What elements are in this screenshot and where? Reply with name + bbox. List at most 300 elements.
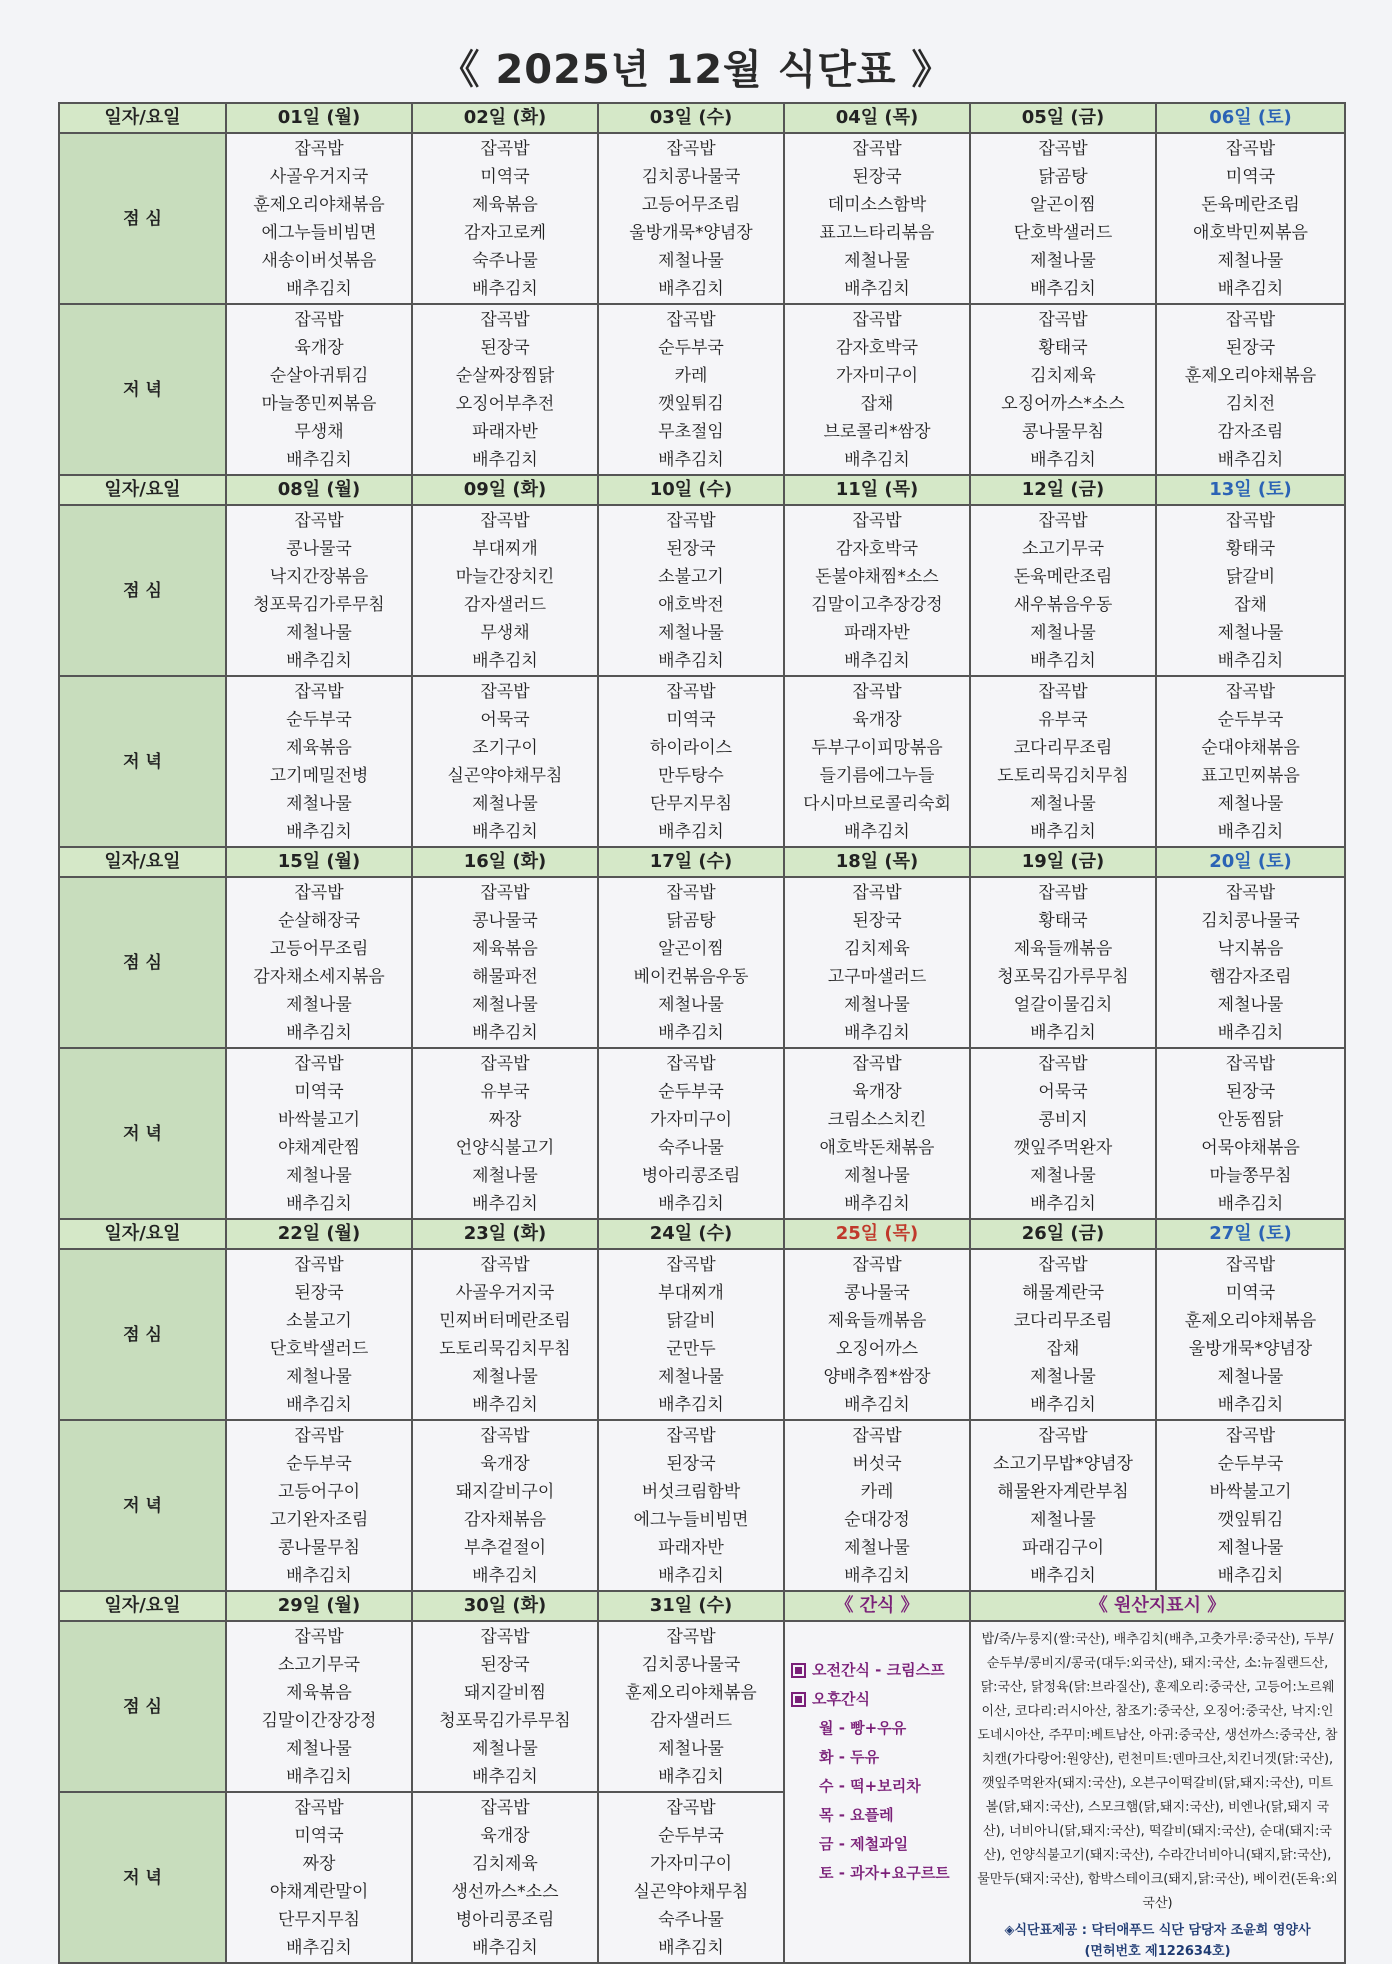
menu-item: 닭갈비	[1225, 567, 1276, 587]
menu-item: 다시마브로콜리숙회	[803, 794, 951, 814]
menu-item: 순대야채볶음	[1201, 738, 1300, 758]
menu-item: 배추김치	[658, 822, 724, 842]
menu-item: 김말이고추장강정	[811, 595, 943, 615]
menu-item: 배추김치	[658, 1938, 724, 1958]
menu-item: 배추김치	[658, 1194, 724, 1214]
day-header-label: 일자/요일	[59, 847, 226, 877]
menu-item: 잡곡밥	[666, 883, 716, 903]
menu-item: 도토리묵김치무침	[997, 766, 1129, 786]
snack-item: 토 - 과자+요구르트	[819, 1864, 950, 1882]
menu-item: 애호박민찌볶음	[1193, 223, 1308, 243]
menu-item: 잡곡밥	[294, 1054, 344, 1074]
dinner-menu-cell	[412, 1048, 598, 1219]
menu-item: 제철나물	[1030, 794, 1096, 814]
day-header: 27일 (토)	[1156, 1219, 1345, 1249]
snack-item: 수 - 떡+보리차	[819, 1777, 921, 1795]
menu-item: 고등어구이	[277, 1482, 361, 1502]
lunch-row	[59, 505, 1345, 676]
menu-item: 청포묵김가루무침	[439, 1711, 571, 1731]
menu-item: 제철나물	[286, 1367, 352, 1387]
menu-item: 어묵국	[1038, 1082, 1088, 1102]
meal-table	[58, 102, 1346, 1964]
menu-item: 어묵국	[480, 710, 530, 730]
menu-item: 잡채	[860, 394, 894, 414]
lunch-row	[59, 1249, 1345, 1420]
menu-item: 조기구이	[472, 738, 538, 758]
menu-item: 사골우거지국	[269, 167, 369, 187]
day-header-row	[59, 475, 1345, 505]
lunch-menu-cell	[412, 1249, 598, 1420]
menu-item: 훈제오리야채볶음	[1184, 1311, 1317, 1331]
lunch-menu-cell	[598, 877, 784, 1048]
menu-item: 순두부국	[658, 1082, 724, 1102]
menu-item: 버섯크림함박	[641, 1482, 741, 1502]
menu-item: 잡곡밥	[1038, 310, 1088, 330]
menu-item: 제철나물	[658, 1739, 724, 1759]
menu-item: 배추김치	[844, 450, 910, 470]
menu-item: 잡곡밥	[480, 139, 530, 159]
snack-pm-title	[791, 1685, 969, 1714]
day-header-row	[59, 1591, 1345, 1621]
origin-panel	[970, 1621, 1345, 1963]
menu-item: 제철나물	[472, 1739, 538, 1759]
day-header: 03일 (수)	[598, 103, 784, 133]
lunch-row	[59, 133, 1345, 304]
menu-item: 김치전	[1225, 394, 1276, 414]
menu-item: 된장국	[480, 1655, 530, 1675]
menu-item: 낙지간장볶음	[269, 567, 369, 587]
menu-item: 잡곡밥	[1225, 310, 1276, 330]
menu-item: 제철나물	[472, 1367, 538, 1387]
lunch-label: 점 심	[59, 133, 226, 304]
lunch-menu-cell	[412, 505, 598, 676]
menu-item: 배추김치	[286, 1938, 352, 1958]
dinner-menu-cell	[598, 1792, 784, 1963]
day-header: 05일 (금)	[970, 103, 1156, 133]
day-header: 22일 (월)	[226, 1219, 412, 1249]
menu-item: 콩나물무침	[277, 1538, 361, 1558]
menu-item: 배추김치	[1217, 450, 1284, 470]
menu-item: 잡곡밥	[666, 1426, 716, 1446]
menu-item: 알곤이찜	[1030, 195, 1096, 215]
menu-item: 배추김치	[658, 1395, 724, 1415]
day-header: 15일 (월)	[226, 847, 412, 877]
menu-item: 배추김치	[286, 1194, 352, 1214]
page-title: 《 2025년 12월 식단표 》	[439, 47, 953, 93]
menu-item: 만두탕수	[658, 766, 724, 786]
day-header: 12일 (금)	[970, 475, 1156, 505]
menu-item: 닭갈비	[666, 1311, 716, 1331]
dinner-label: 저 녁	[59, 304, 226, 475]
day-header: 17일 (수)	[598, 847, 784, 877]
menu-item: 잡곡밥	[480, 310, 530, 330]
dinner-row	[59, 676, 1345, 847]
menu-item: 닭곰탕	[666, 911, 716, 931]
menu-item: 잡곡밥	[1225, 139, 1276, 159]
square-bullet-icon	[791, 1663, 806, 1678]
lunch-menu-cell	[412, 1621, 598, 1792]
menu-item: 잡곡밥	[666, 682, 716, 702]
menu-item: 잡곡밥	[666, 1054, 716, 1074]
dinner-menu-cell	[412, 676, 598, 847]
menu-item: 잡곡밥	[294, 883, 344, 903]
lunch-row	[59, 877, 1345, 1048]
menu-item: 제철나물	[1030, 1166, 1096, 1186]
menu-item: 순살짜장찜닭	[455, 366, 555, 386]
menu-item: 배추김치	[1030, 1566, 1096, 1586]
dinner-menu-cell	[598, 1048, 784, 1219]
menu-item: 가자미구이	[835, 366, 919, 386]
menu-item: 제철나물	[286, 995, 352, 1015]
menu-item: 데미소스함박	[827, 195, 927, 215]
menu-item: 애호박전	[658, 595, 724, 615]
menu-item: 육개장	[480, 1454, 530, 1474]
day-header: 26일 (금)	[970, 1219, 1156, 1249]
menu-item: 잡곡밥	[852, 1426, 902, 1446]
menu-item: 표고느타리볶음	[819, 223, 935, 243]
menu-item: 에그누들비빔면	[261, 223, 377, 243]
menu-item: 코다리무조림	[1013, 738, 1113, 758]
lunch-menu-cell	[226, 133, 412, 304]
menu-item: 된장국	[1225, 1082, 1276, 1102]
lunch-menu-cell	[1156, 133, 1345, 304]
menu-item: 된장국	[666, 539, 716, 559]
menu-item: 배추김치	[844, 651, 910, 671]
dinner-menu-cell	[784, 1048, 970, 1219]
lunch-menu-cell	[598, 1621, 784, 1792]
menu-item: 배추김치	[1217, 822, 1284, 842]
menu-item: 울방개묵*양념장	[1188, 1339, 1313, 1359]
menu-item: 잡곡밥	[1225, 1054, 1276, 1074]
menu-item: 김치콩나물국	[641, 167, 741, 187]
menu-item: 잡곡밥	[666, 310, 716, 330]
dinner-menu-cell	[784, 676, 970, 847]
menu-item: 잡곡밥	[852, 883, 902, 903]
day-header: 24일 (수)	[598, 1219, 784, 1249]
dinner-menu-cell	[970, 1048, 1156, 1219]
dinner-menu-cell	[970, 676, 1156, 847]
menu-item: 미역국	[294, 1826, 344, 1846]
day-header-label: 일자/요일	[59, 1591, 226, 1621]
dinner-menu-cell	[412, 304, 598, 475]
menu-item: 소고기무국	[277, 1655, 361, 1675]
lunch-menu-cell	[784, 1249, 970, 1420]
menu-item: 에그누들비빔면	[633, 1510, 749, 1530]
menu-item: 배추김치	[844, 822, 910, 842]
day-header: 11일 (목)	[784, 475, 970, 505]
menu-item: 콩나물국	[844, 1283, 910, 1303]
menu-item: 숙주나물	[472, 251, 538, 271]
menu-item: 제철나물	[844, 1166, 910, 1186]
menu-item: 고등어무조림	[269, 939, 369, 959]
menu-item: 감자고로케	[463, 223, 547, 243]
menu-item: 돈불야채찜*소스	[815, 567, 939, 587]
day-header: 09일 (화)	[412, 475, 598, 505]
menu-item: 잡곡밥	[480, 1798, 530, 1818]
menu-item: 황태국	[1038, 911, 1088, 931]
menu-item: 감자채소세지볶음	[253, 967, 385, 987]
menu-item: 배추김치	[844, 279, 910, 299]
menu-item: 무생채	[294, 422, 344, 442]
snack-header: 《 간식 》	[784, 1591, 970, 1621]
menu-item: 된장국	[666, 1454, 716, 1474]
menu-item: 배추김치	[1217, 279, 1284, 299]
menu-item: 잡곡밥	[852, 139, 902, 159]
dinner-row	[59, 304, 1345, 475]
menu-item: 황태국	[1225, 539, 1276, 559]
menu-item: 잡곡밥	[294, 1426, 344, 1446]
menu-item: 황태국	[1038, 338, 1088, 358]
snack-am	[791, 1656, 969, 1685]
menu-item: 제철나물	[1030, 1510, 1096, 1530]
menu-item: 잡곡밥	[294, 1798, 344, 1818]
menu-item: 제철나물	[286, 1166, 352, 1186]
menu-item: 미역국	[294, 1082, 344, 1102]
menu-item: 가자미구이	[649, 1110, 733, 1130]
menu-item: 잡곡밥	[1038, 1054, 1088, 1074]
dinner-menu-cell	[1156, 676, 1345, 847]
menu-item: 감자샐러드	[463, 595, 547, 615]
menu-item: 잡곡밥	[852, 682, 902, 702]
day-header: 23일 (화)	[412, 1219, 598, 1249]
menu-item: 배추김치	[658, 450, 724, 470]
menu-item: 육개장	[852, 1082, 902, 1102]
menu-item: 청포묵김가루무침	[253, 595, 385, 615]
menu-item: 콩나물무침	[1021, 422, 1105, 442]
day-header-label: 일자/요일	[59, 103, 226, 133]
menu-item: 배추김치	[286, 1566, 352, 1586]
menu-item: 제철나물	[658, 1367, 724, 1387]
lunch-menu-cell	[226, 1621, 412, 1792]
menu-item: 잡곡밥	[480, 1627, 530, 1647]
menu-item: 순두부국	[286, 1454, 352, 1474]
menu-item: 하이라이스	[649, 738, 733, 758]
menu-item: 잡곡밥	[852, 1054, 902, 1074]
lunch-menu-cell	[784, 877, 970, 1048]
menu-item: 짜장	[302, 1854, 336, 1874]
menu-item: 고등어무조림	[641, 195, 741, 215]
day-header-label: 일자/요일	[59, 475, 226, 505]
day-header-label: 일자/요일	[59, 1219, 226, 1249]
menu-item: 콩나물국	[472, 911, 538, 931]
menu-item: 잡곡밥	[294, 139, 344, 159]
menu-item: 배추김치	[844, 1194, 910, 1214]
menu-item: 김치콩나물국	[1201, 911, 1300, 931]
day-header-row	[59, 103, 1345, 133]
lunch-menu-cell	[226, 1249, 412, 1420]
dinner-label: 저 녁	[59, 676, 226, 847]
menu-item: 배추김치	[1217, 651, 1284, 671]
menu-item: 제육볶음	[472, 195, 538, 215]
menu-item: 해물파전	[472, 967, 538, 987]
menu-item: 배추김치	[286, 1395, 352, 1415]
lunch-menu-cell	[970, 505, 1156, 676]
menu-item: 배추김치	[472, 1767, 538, 1787]
dinner-menu-cell	[226, 1048, 412, 1219]
day-header: 18일 (목)	[784, 847, 970, 877]
menu-item: 콩비지	[1038, 1110, 1088, 1130]
lunch-menu-cell	[412, 133, 598, 304]
menu-item: 무초절임	[658, 422, 724, 442]
menu-item: 배추김치	[658, 651, 724, 671]
dinner-menu-cell	[784, 1420, 970, 1591]
menu-item: 제철나물	[658, 251, 724, 271]
dinner-label: 저 녁	[59, 1792, 226, 1963]
menu-item: 제철나물	[286, 794, 352, 814]
menu-item: 잡곡밥	[666, 1255, 716, 1275]
menu-item: 제철나물	[658, 995, 724, 1015]
menu-item: 숙주나물	[658, 1910, 724, 1930]
menu-item: 감자조림	[1217, 422, 1284, 442]
menu-item: 제철나물	[472, 794, 538, 814]
menu-item: 김치제육	[1030, 366, 1096, 386]
menu-item: 부추겉절이	[463, 1538, 547, 1558]
lunch-menu-cell	[598, 1249, 784, 1420]
menu-item: 바싹불고기	[1209, 1482, 1292, 1502]
lunch-row	[59, 1621, 1345, 1792]
menu-item: 새우볶음우동	[1013, 595, 1113, 615]
menu-item: 실곤약야채무침	[633, 1882, 749, 1902]
menu-item: 감자샐러드	[649, 1711, 733, 1731]
snack-pm-title-text: 오후간식	[812, 1690, 870, 1708]
menu-item: 코다리무조림	[1013, 1311, 1113, 1331]
menu-item: 군만두	[666, 1339, 716, 1359]
menu-item: 실곤약야채무침	[447, 766, 563, 786]
menu-item: 돈육메란조림	[1201, 195, 1300, 215]
menu-item: 배추김치	[1030, 1023, 1096, 1043]
menu-item: 김치콩나물국	[641, 1655, 741, 1675]
menu-item: 잡곡밥	[1038, 682, 1088, 702]
menu-item: 배추김치	[1030, 279, 1096, 299]
menu-item: 해물완자계란부침	[997, 1482, 1129, 1502]
menu-item: 파래자반	[658, 1538, 724, 1558]
menu-item: 오징어까스	[835, 1339, 919, 1359]
origin-license: (면허번호 제122634호)	[1084, 1944, 1231, 1959]
menu-item: 들기름에그누들	[819, 766, 935, 786]
menu-item: 배추김치	[1217, 1395, 1284, 1415]
day-header: 01일 (월)	[226, 103, 412, 133]
menu-item: 돼지갈비찜	[463, 1683, 547, 1703]
menu-item: 김치제육	[844, 939, 910, 959]
menu-item: 순대강정	[844, 1510, 910, 1530]
menu-item: 배추김치	[286, 279, 352, 299]
menu-item: 마늘간장치킨	[455, 567, 555, 587]
lunch-menu-cell	[784, 505, 970, 676]
menu-item: 배추김치	[658, 1566, 724, 1586]
dinner-menu-cell	[970, 1420, 1156, 1591]
menu-item: 안동찜닭	[1217, 1110, 1284, 1130]
menu-item: 언양식불고기	[455, 1138, 555, 1158]
menu-item: 잡곡밥	[294, 511, 344, 531]
menu-item: 제철나물	[844, 995, 910, 1015]
menu-item: 새송이버섯볶음	[261, 251, 377, 271]
menu-item: 배추김치	[1030, 822, 1096, 842]
menu-item: 단호박샐러드	[1013, 223, 1113, 243]
menu-item: 제철나물	[1217, 794, 1284, 814]
menu-item: 배추김치	[472, 1938, 538, 1958]
menu-item: 바싹불고기	[277, 1110, 361, 1130]
menu-item: 제철나물	[472, 995, 538, 1015]
dinner-menu-cell	[412, 1420, 598, 1591]
menu-item: 잡곡밥	[666, 1627, 716, 1647]
menu-item: 유부국	[480, 1082, 530, 1102]
dinner-label: 저 녁	[59, 1048, 226, 1219]
menu-item: 제철나물	[472, 1166, 538, 1186]
menu-item: 유부국	[1038, 710, 1088, 730]
dinner-menu-cell	[226, 676, 412, 847]
menu-item: 배추김치	[844, 1395, 910, 1415]
menu-item: 미역국	[1225, 167, 1276, 187]
menu-item: 제육들깨볶음	[1013, 939, 1113, 959]
menu-item: 배추김치	[286, 450, 352, 470]
menu-item: 잡곡밥	[480, 511, 530, 531]
menu-item: 잡곡밥	[852, 511, 902, 531]
origin-provider: ◈식단표제공 : 닥터애푸드 식단 담당자 조윤희 영양사	[1004, 1923, 1311, 1938]
dinner-menu-cell	[1156, 1048, 1345, 1219]
menu-item: 잡곡밥	[1038, 511, 1088, 531]
menu-item: 돼지갈비구이	[455, 1482, 555, 1502]
lunch-menu-cell	[1156, 877, 1345, 1048]
menu-item: 배추김치	[472, 1194, 538, 1214]
menu-item: 잡채	[1234, 595, 1267, 615]
day-header: 13일 (토)	[1156, 475, 1345, 505]
menu-item: 배추김치	[658, 279, 724, 299]
dinner-menu-cell	[1156, 1420, 1345, 1591]
menu-item: 미역국	[666, 710, 716, 730]
menu-item: 배추김치	[472, 822, 538, 842]
menu-item: 제철나물	[1030, 623, 1096, 643]
menu-item: 잡곡밥	[1225, 1255, 1276, 1275]
menu-item: 잡곡밥	[480, 883, 530, 903]
menu-item: 배추김치	[472, 1023, 538, 1043]
menu-item: 배추김치	[1030, 1395, 1096, 1415]
menu-item: 잡곡밥	[1225, 883, 1276, 903]
dinner-row	[59, 1420, 1345, 1591]
menu-item: 깻잎튀김	[1217, 1510, 1284, 1530]
menu-item: 배추김치	[1217, 1023, 1284, 1043]
day-header: 08일 (월)	[226, 475, 412, 505]
menu-item: 민찌버터메란조림	[439, 1311, 571, 1331]
menu-item: 배추김치	[658, 1023, 724, 1043]
menu-item: 카레	[860, 1482, 894, 1502]
menu-item: 단호박샐러드	[269, 1339, 369, 1359]
menu-item: 제철나물	[286, 623, 352, 643]
menu-item: 파래자반	[472, 422, 538, 442]
menu-item: 육개장	[480, 1826, 530, 1846]
menu-item: 제육볶음	[286, 1683, 352, 1703]
menu-item: 잡곡밥	[666, 139, 716, 159]
menu-item: 제철나물	[844, 251, 910, 271]
menu-item: 소불고기	[658, 567, 724, 587]
menu-item: 된장국	[294, 1283, 344, 1303]
day-header: 02일 (화)	[412, 103, 598, 133]
menu-item: 병아리콩조림	[641, 1166, 741, 1186]
menu-item: 사골우거지국	[455, 1283, 555, 1303]
menu-item: 제철나물	[1217, 623, 1284, 643]
menu-item: 잡곡밥	[1225, 682, 1276, 702]
menu-item: 고기메밀전병	[269, 766, 369, 786]
lunch-menu-cell	[1156, 1249, 1345, 1420]
lunch-label: 점 심	[59, 1621, 226, 1792]
menu-item: 순두부국	[658, 1826, 724, 1846]
menu-item: 깻잎튀김	[658, 394, 724, 414]
lunch-menu-cell	[598, 505, 784, 676]
menu-item: 잡곡밥	[294, 310, 344, 330]
menu-item: 잡곡밥	[852, 1255, 902, 1275]
menu-item: 잡곡밥	[1038, 883, 1088, 903]
snack-item: 화 - 두유	[819, 1748, 880, 1766]
menu-item: 감자호박국	[835, 338, 919, 358]
